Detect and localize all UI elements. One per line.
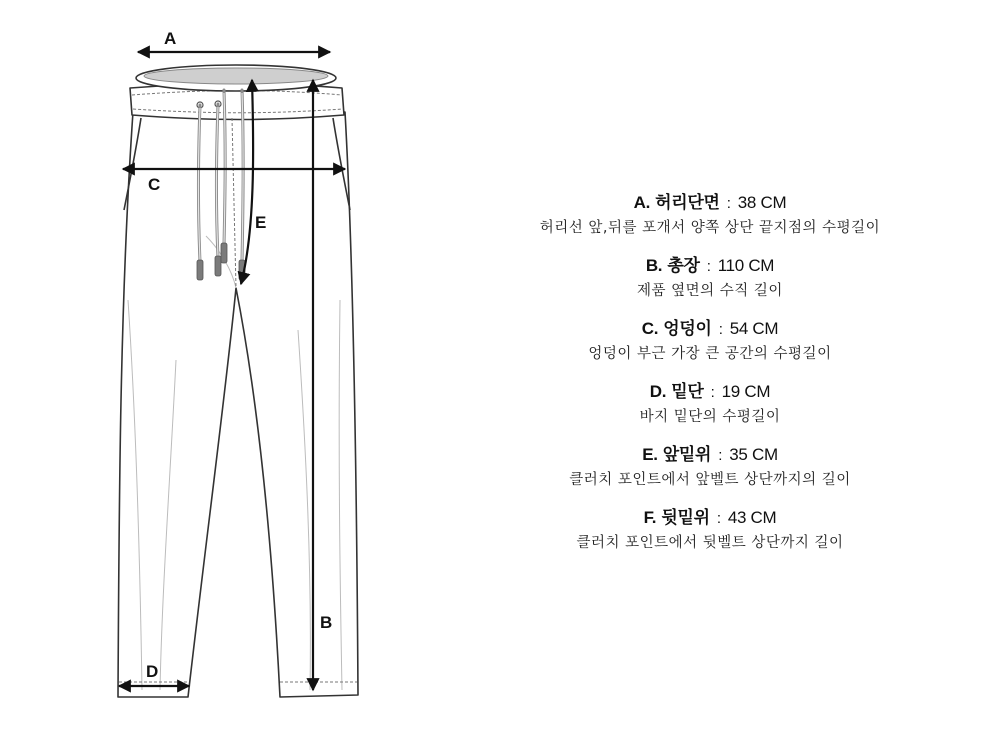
- dim-label-e: E: [255, 213, 267, 232]
- spec-c-hip: [470, 316, 950, 365]
- spec-heading: [470, 316, 950, 343]
- spec-heading: [470, 442, 950, 469]
- spec-name: 엉덩이: [663, 319, 712, 339]
- dim-label-c: C: [148, 175, 161, 194]
- spec-description: 클러치 포인트에서 뒷벨트 상단까지 길이: [576, 535, 844, 551]
- spec-description: 엉덩이 부근 가장 큰 공간의 수평길이: [588, 346, 832, 362]
- spec-key: D.: [649, 382, 667, 401]
- spec-description: 바지 밑단의 수평길이: [639, 409, 781, 425]
- cord-tip-1: [197, 260, 203, 280]
- spec-name: 앞밑위: [662, 445, 712, 465]
- spec-separator: :: [716, 510, 721, 527]
- spec-name: 밑단: [671, 382, 704, 402]
- dim-label-b: B: [320, 613, 333, 632]
- spec-heading: [470, 379, 950, 406]
- spec-key: C.: [641, 319, 659, 338]
- spec-separator: :: [718, 447, 723, 464]
- spec-value: 38 CM: [737, 193, 787, 212]
- spec-value: 19 CM: [721, 382, 771, 401]
- spec-separator: :: [706, 258, 711, 275]
- spec-description: 클러치 포인트에서 앞벨트 상단까지의 길이: [569, 472, 851, 488]
- spec-heading: [470, 190, 950, 217]
- spec-separator: :: [726, 195, 731, 212]
- spec-description: 제품 옆면의 수직 길이: [637, 283, 783, 299]
- spec-value: 35 CM: [729, 445, 778, 464]
- spec-key: A.: [633, 193, 651, 212]
- spec-name: 허리단면: [655, 193, 720, 213]
- spec-value: 43 CM: [727, 508, 777, 527]
- spec-heading: [470, 253, 950, 280]
- spec-heading: [470, 505, 950, 532]
- spec-f-back-rise: [470, 505, 950, 554]
- spec-key: E.: [642, 445, 658, 464]
- spec-value: 110 CM: [717, 256, 775, 275]
- waist-opening-inner: [144, 68, 328, 84]
- spec-e-front-rise: [470, 442, 950, 491]
- spec-value: 54 CM: [729, 319, 779, 338]
- spec-name: 뒷밑위: [661, 508, 710, 528]
- spec-a-waist: [470, 190, 950, 239]
- pants-body: [118, 112, 358, 697]
- dim-label-a: A: [164, 29, 177, 48]
- size-spec-list: [470, 190, 950, 568]
- dim-label-d: D: [146, 662, 159, 681]
- spec-d-hem: [470, 379, 950, 428]
- cord-tip-2: [215, 256, 221, 276]
- spec-separator: :: [710, 384, 715, 401]
- spec-name: 총장: [667, 256, 700, 276]
- cord-tip-3: [221, 243, 227, 263]
- spec-key: F.: [643, 508, 657, 527]
- spec-separator: :: [718, 321, 723, 338]
- spec-b-length: [470, 253, 950, 302]
- spec-description: 허리선 앞,뒤를 포개서 양쪽 상단 끝지점의 수평길이: [539, 220, 881, 236]
- spec-key: B.: [645, 256, 663, 275]
